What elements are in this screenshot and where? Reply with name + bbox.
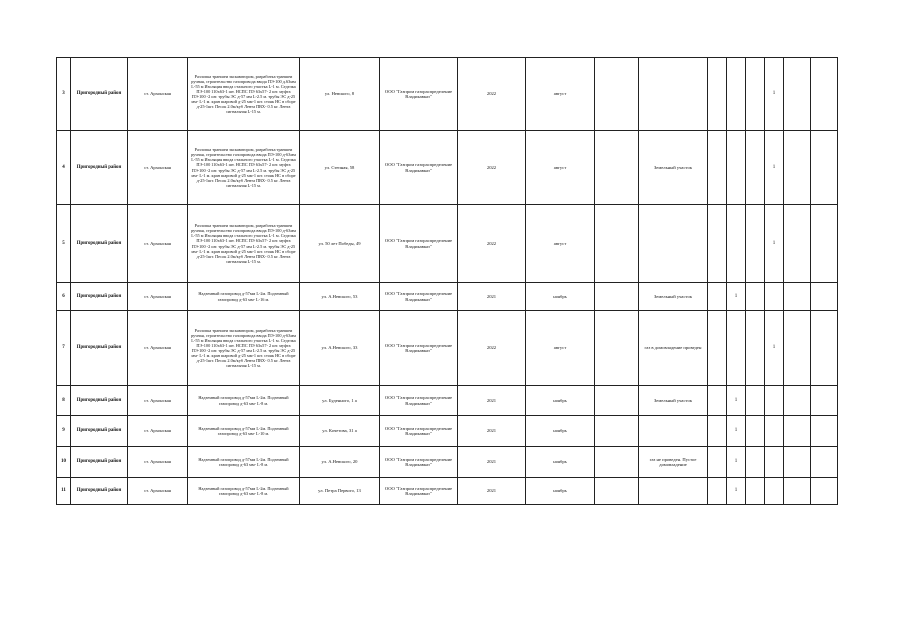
row-number: 10: [57, 447, 71, 478]
work-description-cell: Разлопка траншеи экскаватором, разработка траншеи ручная, строительство газопровода ввода ПЭ-100 д-63мм L-55 м Изоляция ввода стального участка L-1 м. Седелка ПЭ-100 110х63-1 шт. НСПС ПЭ 63х57- 2 шт. муфта ПЭ-100 -2 шт. трубы ЭС д-57 мм L-2.5 м. трубы ЭС д-25 мм- L-1 м. кран шаровой д-25 мм-1 шт. стояк НС в сборе д-25-1шт. Песок 2.0м/куб Лента ПВХ- 0.5 кг. Лента сигнальная L-15 м.: [188, 131, 300, 205]
address-cell: ул. А.Невского, 33: [300, 311, 380, 386]
empty-cell: [708, 205, 727, 283]
settlement-cell: ст. Архонская: [128, 311, 188, 386]
mark-cell: [765, 478, 784, 505]
empty-cell: [595, 447, 639, 478]
organization-cell: ООО "Газпром газораспределение Владикавказ": [380, 447, 458, 478]
address-cell: ул. 50 лет Победы, 49: [300, 205, 380, 283]
empty-cell: [784, 416, 811, 447]
empty-cell: [811, 311, 838, 386]
month-cell: август: [526, 311, 595, 386]
month-cell: ноябрь: [526, 386, 595, 416]
table-row: [57, 478, 838, 505]
note-cell: [639, 58, 708, 131]
empty-cell: [811, 283, 838, 311]
empty-cell: [746, 386, 765, 416]
empty-cell: [811, 386, 838, 416]
empty-cell: [746, 283, 765, 311]
note-cell: газ не проведен. Пустое домовладение: [639, 447, 708, 478]
row-number: 7: [57, 311, 71, 386]
mark-cell: 1: [727, 478, 746, 505]
year-cell: 2022: [458, 131, 526, 205]
district-cell: Пригородный район: [71, 478, 128, 505]
row-number: 6: [57, 283, 71, 311]
organization-cell: ООО "Газпром газораспределение Владикавказ": [380, 283, 458, 311]
year-cell: 2021: [458, 416, 526, 447]
work-description-cell: Надземный газопровод д-57мм L-2м. Подземный газопровод д-63 мм- L-16 м.: [188, 283, 300, 311]
work-description-cell: Разлопка траншеи экскаватором, разработка траншеи ручная, строительство газопровода ввода ПЭ-100 д.63мм L-55 м Изоляция ввода стального участка L-1 м. Седелка ПЭ-100 110х63-1 шт. НСПС ПЭ 63х57- 2 шт. муфта ПЭ-100 -2 шт. трубы ЭС д-57 мм L-2.5 м. трубы ЭС д-25 мм- L-1 м. кран шаровой д-25 мм-1 шт. стояк НС в сборе д-25-1шт. Песок 2.0м/куб Лента ПВХ- 0.5 кг. Лента сигнальная L-15 м.: [188, 58, 300, 131]
month-cell: ноябрь: [526, 283, 595, 311]
empty-cell: [784, 205, 811, 283]
organization-cell: ООО "Газпром газораспределение Владикавказ": [380, 131, 458, 205]
settlement-cell: ст. Архонская: [128, 447, 188, 478]
work-description-cell: Надземный газопровод д-57мм L-2м. Подземный газопровод д-63 мм- L-8 м.: [188, 447, 300, 478]
mark-cell: 1: [765, 131, 784, 205]
empty-cell: [708, 131, 727, 205]
empty-cell: [708, 386, 727, 416]
organization-cell: ООО "Газпром газораспределение Владикавказ": [380, 478, 458, 505]
table-row: [57, 58, 838, 131]
table-row: [57, 311, 838, 386]
empty-cell: [811, 447, 838, 478]
district-cell: Пригородный район: [71, 311, 128, 386]
document-sheet: [56, 57, 838, 505]
mark-cell: [765, 447, 784, 478]
work-description-cell: Надземный газопровод д-57мм L-2м. Подземный газопровод д-63 мм- L-10 м.: [188, 416, 300, 447]
row-number: 4: [57, 131, 71, 205]
empty-cell: [811, 131, 838, 205]
empty-cell: [746, 131, 765, 205]
year-cell: 2022: [458, 58, 526, 131]
row-number: 3: [57, 58, 71, 131]
address-cell: ул. Невского, 8: [300, 58, 380, 131]
district-cell: Пригородный район: [71, 58, 128, 131]
mark-cell: [727, 205, 746, 283]
work-description-cell: Надземный газопровод д-57мм L-2м. Подземный газопровод д-63 мм- L-8 м.: [188, 478, 300, 505]
note-cell: Земельный участок: [639, 283, 708, 311]
settlement-cell: ст. Архонская: [128, 386, 188, 416]
empty-cell: [595, 478, 639, 505]
table-row: [57, 131, 838, 205]
address-cell: ул. Буденного, 1 а: [300, 386, 380, 416]
empty-cell: [784, 283, 811, 311]
empty-cell: [708, 311, 727, 386]
empty-cell: [784, 447, 811, 478]
year-cell: 2021: [458, 478, 526, 505]
empty-cell: [595, 386, 639, 416]
empty-cell: [784, 386, 811, 416]
district-cell: Пригородный район: [71, 447, 128, 478]
organization-cell: ООО "Газпром газораспределение Владикавказ": [380, 58, 458, 131]
mark-cell: [765, 283, 784, 311]
mark-cell: [727, 58, 746, 131]
empty-cell: [746, 205, 765, 283]
empty-cell: [784, 58, 811, 131]
organization-cell: ООО "Газпром газораспределение Владикавказ": [380, 386, 458, 416]
year-cell: 2022: [458, 311, 526, 386]
note-cell: [639, 205, 708, 283]
work-description-cell: Надземный газопровод д-57мм L-2м. Подземный газопровод д-63 мм- L-8 м.: [188, 386, 300, 416]
district-cell: Пригородный район: [71, 386, 128, 416]
year-cell: 2021: [458, 283, 526, 311]
settlement-cell: ст. Архонская: [128, 58, 188, 131]
mark-cell: 1: [727, 447, 746, 478]
address-cell: ул. А.Невского, 20: [300, 447, 380, 478]
empty-cell: [746, 447, 765, 478]
organization-cell: ООО "Газпром газораспределение Владикавказ": [380, 416, 458, 447]
settlement-cell: ст. Архонская: [128, 283, 188, 311]
settlement-cell: ст. Архонская: [128, 205, 188, 283]
district-cell: Пригородный район: [71, 283, 128, 311]
address-cell: ул. Петра Первого, 13: [300, 478, 380, 505]
empty-cell: [784, 311, 811, 386]
month-cell: август: [526, 205, 595, 283]
row-number: 8: [57, 386, 71, 416]
settlement-cell: ст. Архонская: [128, 478, 188, 505]
empty-cell: [595, 131, 639, 205]
note-cell: [639, 478, 708, 505]
note-cell: [639, 416, 708, 447]
mark-cell: 1: [765, 205, 784, 283]
mark-cell: [765, 416, 784, 447]
year-cell: 2022: [458, 205, 526, 283]
mark-cell: [727, 131, 746, 205]
mark-cell: 1: [727, 386, 746, 416]
mark-cell: 1: [765, 311, 784, 386]
district-cell: Пригородный район: [71, 131, 128, 205]
empty-cell: [708, 416, 727, 447]
month-cell: август: [526, 131, 595, 205]
empty-cell: [595, 205, 639, 283]
empty-cell: [811, 205, 838, 283]
table-row: [57, 447, 838, 478]
district-cell: Пригородный район: [71, 205, 128, 283]
table-row: [57, 283, 838, 311]
empty-cell: [811, 58, 838, 131]
empty-cell: [708, 58, 727, 131]
mark-cell: 1: [727, 283, 746, 311]
gasification-table: [56, 57, 838, 505]
month-cell: ноябрь: [526, 447, 595, 478]
table-row: [57, 205, 838, 283]
empty-cell: [784, 131, 811, 205]
empty-cell: [811, 478, 838, 505]
empty-cell: [811, 416, 838, 447]
table-row: [57, 386, 838, 416]
empty-cell: [746, 416, 765, 447]
month-cell: август: [526, 58, 595, 131]
mark-cell: 1: [765, 58, 784, 131]
settlement-cell: ст. Архонская: [128, 416, 188, 447]
settlement-cell: ст. Архонская: [128, 131, 188, 205]
empty-cell: [746, 58, 765, 131]
empty-cell: [708, 283, 727, 311]
work-description-cell: Разлопка траншеи экскаватором, разработка траншеи ручная, строительство газопровода ввода ПЭ-100 д-63мм L-55 м Изоляция ввода стального участка L-1 м. Седелка ПЭ-100 110х63-1 шт. НСПС ПЭ 63х57- 2 шт. муфта ПЭ-100 -2 шт. трубы ЭС д-57 мм L-2.5 м. трубы ЭС д-25 мм- L-1 м. кран шаровой д-25 мм-1 шт. стояк НС в сборе д-25-1шт. Песок 2.0м/куб Лента ПВХ- 0.5 кг. Лента сигнальная L-15 м.: [188, 311, 300, 386]
mark-cell: [765, 386, 784, 416]
note-cell: газ в домовладение проведен: [639, 311, 708, 386]
year-cell: 2021: [458, 386, 526, 416]
mark-cell: 1: [727, 416, 746, 447]
table-row: [57, 416, 838, 447]
empty-cell: [784, 478, 811, 505]
empty-cell: [595, 311, 639, 386]
empty-cell: [746, 311, 765, 386]
empty-cell: [746, 478, 765, 505]
note-cell: Земельный участок: [639, 131, 708, 205]
address-cell: ул. Кочетова, 31 а: [300, 416, 380, 447]
organization-cell: ООО "Газпром газораспределение Владикавказ": [380, 311, 458, 386]
row-number: 5: [57, 205, 71, 283]
empty-cell: [595, 58, 639, 131]
month-cell: ноябрь: [526, 416, 595, 447]
organization-cell: ООО "Газпром газораспределение Владикавказ": [380, 205, 458, 283]
row-number: 9: [57, 416, 71, 447]
month-cell: ноябрь: [526, 478, 595, 505]
note-cell: Земельный участок: [639, 386, 708, 416]
mark-cell: [727, 311, 746, 386]
district-cell: Пригородный район: [71, 416, 128, 447]
empty-cell: [708, 478, 727, 505]
empty-cell: [595, 416, 639, 447]
row-number: 11: [57, 478, 71, 505]
empty-cell: [708, 447, 727, 478]
year-cell: 2021: [458, 447, 526, 478]
address-cell: ул. Степная, 58: [300, 131, 380, 205]
address-cell: ул. А.Невского, 53: [300, 283, 380, 311]
work-description-cell: Разлопка траншеи экскаватором, разработка траншеи ручная, строительство газопровода ввода ПЭ-100 д-63мм L-55 м Изоляция ввода стального участка L-1 м. Седелка ПЭ-100 110х63-1 шт. НСПС ПЭ 63х57- 2 шт. муфта ПЭ-100 -2 шт. трубы ЭС д-57 мм L-2.5 м. трубы ЭС д-25 мм- L-1 м. кран шаровой д-25 мм-1 шт. стояк НС в сборе д-25-1шт. Песок 2.0м/куб Лента ПВХ- 0.5 кг. Лента сигнальная L-15 м.: [188, 205, 300, 283]
empty-cell: [595, 283, 639, 311]
